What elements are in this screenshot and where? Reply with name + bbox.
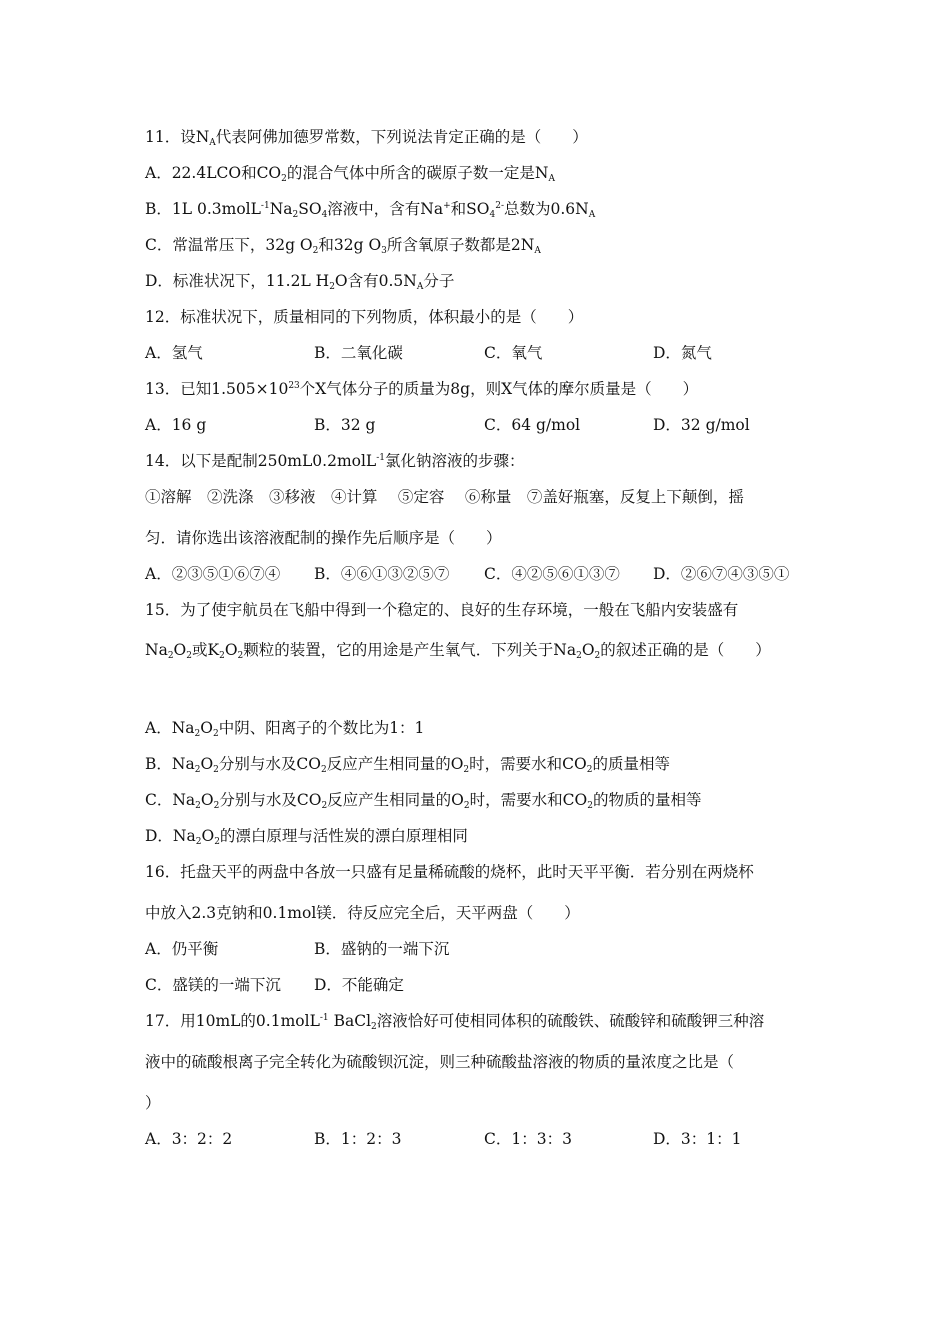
- q15-option-c: [145, 790, 701, 810]
- q11-stem: [145, 127, 588, 147]
- subscript: 2: [167, 651, 174, 661]
- q16-stem: 16．托盘天平的两盘中各放一只盛有足量稀硫酸的烧杯，此时天平平衡．若分别在两烧杯: [145, 863, 754, 881]
- text: C．常温常压下，32g O: [145, 236, 313, 254]
- q15-option-d: [145, 826, 468, 846]
- q14-stem-cont: 匀．请你选出该溶液配制的操作先后顺序是（ ）: [145, 529, 502, 547]
- subscript: 2: [312, 246, 319, 256]
- q11-option-d: [145, 271, 454, 291]
- subscript: 2: [213, 801, 220, 811]
- q14-stem: [145, 451, 525, 471]
- text: Na: [269, 200, 293, 218]
- text: O含有0.5N: [334, 272, 417, 290]
- subscript: 2: [587, 801, 593, 811]
- text: 的质量相等: [592, 755, 670, 773]
- text: 时，需要水和CO: [469, 791, 588, 809]
- text: 的漂白原理与活性炭的漂白原理相同: [219, 827, 468, 845]
- q12-option-d: D．氮气: [653, 344, 712, 362]
- text: 的混合气体中所含的碳原子数一定是N: [286, 164, 549, 182]
- q14-option-b: B．④⑥①③②⑤⑦: [314, 565, 450, 583]
- q12-stem: 12．标准状况下，质量相同的下列物质，体积最小的是（ ）: [145, 308, 584, 326]
- subscript: 2: [594, 651, 601, 661]
- subscript: 4: [489, 210, 496, 220]
- text: O: [581, 641, 595, 659]
- text: 时，需要水和CO: [469, 755, 587, 773]
- text: 的叙述正确的是（ ）: [600, 641, 771, 659]
- subscript: 4: [321, 210, 328, 220]
- q17-stem-cont: 液中的硫酸根离子完全转化为硫酸钡沉淀，则三种硫酸盐溶液的物质的量浓度之比是（: [145, 1053, 735, 1071]
- subscript: 2: [576, 651, 582, 661]
- q13-option-b: B．32 g: [314, 416, 376, 434]
- text: O: [224, 641, 238, 659]
- q11-option-a: [145, 163, 555, 183]
- q16-option-a: A．仍平衡: [145, 940, 219, 958]
- text: 溶液恰好可使相同体积的硫酸铁、硫酸锌和硫酸钾三种溶: [376, 1012, 765, 1030]
- text: 溶液中，含有Na: [327, 200, 444, 218]
- q11-option-b: [145, 199, 595, 219]
- q12-option-b: B．二氧化碳: [314, 344, 403, 362]
- q13-option-d: D．32 g/mol: [653, 416, 750, 434]
- text: 11．设N: [145, 128, 210, 146]
- text: 代表阿佛加德罗常数，下列说法肯定正确的是（ ）: [215, 128, 588, 146]
- text: C．Na: [145, 791, 196, 809]
- text: 反应产生相同量的O: [327, 791, 464, 809]
- superscript: -1: [376, 453, 386, 463]
- subscript: 2: [195, 801, 201, 811]
- text: Na: [145, 641, 168, 659]
- q17-stem-end: ）: [145, 1094, 161, 1112]
- text: 反应产生相同量的O: [326, 755, 464, 773]
- superscript: -1: [260, 201, 270, 211]
- text: 14．以下是配制250mL0.2molL: [145, 452, 377, 470]
- subscript: 2: [219, 651, 225, 661]
- q16-option-c: C．盛镁的一端下沉: [145, 976, 281, 994]
- subscript: A: [209, 138, 216, 148]
- text: B．1L 0.3molL: [145, 200, 261, 218]
- text: SO: [298, 200, 322, 218]
- q14-option-c: C．④②⑤⑥①③⑦: [484, 565, 620, 583]
- subscript: 3: [381, 246, 387, 256]
- q17-option-d: D．3：1：1: [653, 1130, 742, 1148]
- q16-option-b: B．盛钠的一端下沉: [314, 940, 450, 958]
- text: O: [200, 791, 214, 809]
- subscript: A: [588, 210, 596, 220]
- subscript: 2: [214, 837, 220, 847]
- q16-stem-cont: 中放入2.3克钠和0.1mol镁．待反应完全后，天平两盘（ ）: [145, 904, 580, 922]
- text: 或K: [192, 641, 220, 659]
- q17-option-c: C．1：3：3: [484, 1130, 572, 1148]
- text: 个X气体分子的质量为8g，则X气体的摩尔质量是（ ）: [299, 380, 699, 398]
- q17-stem: [145, 1011, 764, 1031]
- subscript: A: [534, 246, 541, 256]
- q14-steps: ①溶解 ②洗涤 ③移液 ④计算 ⑤定容 ⑥称量 ⑦盖好瓶塞，反复上下颠倒，摇: [145, 488, 744, 506]
- q11-option-c: [145, 235, 541, 255]
- text: 分别与水及CO: [218, 755, 321, 773]
- subscript: 2: [213, 765, 219, 775]
- subscript: 2: [292, 210, 299, 220]
- text: 13．已知1.505×10: [145, 380, 289, 398]
- text: A．22.4LCO和CO: [145, 164, 282, 182]
- subscript: 2: [281, 174, 287, 184]
- text: D．标准状况下，11.2L H: [145, 272, 330, 290]
- subscript: 2: [186, 651, 192, 661]
- text: 和SO: [450, 200, 490, 218]
- text: 分子: [423, 272, 455, 290]
- text: O: [201, 827, 215, 845]
- q15-stem: 15．为了使宇航员在飞船中得到一个稳定的、良好的生存环境，一般在飞船内安装盛有: [145, 601, 739, 619]
- subscript: 2: [371, 1022, 377, 1032]
- text: 所含氧原子数都是2N: [386, 236, 535, 254]
- text: O: [173, 641, 187, 659]
- text: O: [200, 719, 213, 737]
- superscript: 23: [288, 381, 300, 391]
- text: 颗粒的装置，它的用途是产生氧气．下列关于Na: [243, 641, 577, 659]
- q13-option-c: C．64 g/mol: [484, 416, 581, 434]
- text: D．Na: [145, 827, 196, 845]
- text: 总数为0.6N: [504, 200, 589, 218]
- text: 分别与水及CO: [219, 791, 322, 809]
- subscript: A: [416, 282, 424, 292]
- subscript: 2: [463, 801, 470, 811]
- text: A．Na: [145, 719, 195, 737]
- superscript: +: [443, 201, 451, 211]
- q13-stem: [145, 379, 698, 399]
- text: 中阴、阳离子的个数比为1：1: [218, 719, 425, 737]
- subscript: 2: [321, 801, 328, 811]
- text: 的物质的量相等: [592, 791, 702, 809]
- q12-option-a: A．氢气: [145, 344, 203, 362]
- q17-option-a: A．3：2：2: [145, 1130, 233, 1148]
- text: BaCl: [328, 1012, 372, 1030]
- subscript: A: [548, 174, 555, 184]
- subscript: 2: [586, 765, 593, 775]
- superscript: -1: [319, 1013, 329, 1023]
- q17-option-b: B．1：2：3: [314, 1130, 402, 1148]
- q14-option-d: D．②⑥⑦④③⑤①: [653, 565, 790, 583]
- q14-option-a: A．②③⑤①⑥⑦④: [145, 565, 281, 583]
- subscript: 2: [194, 765, 201, 775]
- subscript: 2: [463, 765, 470, 775]
- subscript: 2: [194, 729, 201, 739]
- text: O: [200, 755, 214, 773]
- q15-option-b: [145, 754, 670, 774]
- q15-option-a: [145, 718, 424, 738]
- subscript: 2: [195, 837, 202, 847]
- subscript: 2: [212, 729, 219, 739]
- text: 氯化钠溶液的步骤：: [385, 452, 525, 470]
- subscript: 2: [320, 765, 327, 775]
- text: 17．用10mL的0.1molL: [145, 1012, 320, 1030]
- q16-option-d: D．不能确定: [314, 976, 404, 994]
- subscript: 2: [329, 282, 335, 292]
- q12-option-c: C．氧气: [484, 344, 543, 362]
- q15-stem-cont: [145, 640, 771, 660]
- text: 和32g O: [318, 236, 382, 254]
- superscript: 2-: [495, 201, 504, 211]
- q13-option-a: A．16 g: [145, 416, 207, 434]
- text: B．Na: [145, 755, 195, 773]
- subscript: 2: [237, 651, 244, 661]
